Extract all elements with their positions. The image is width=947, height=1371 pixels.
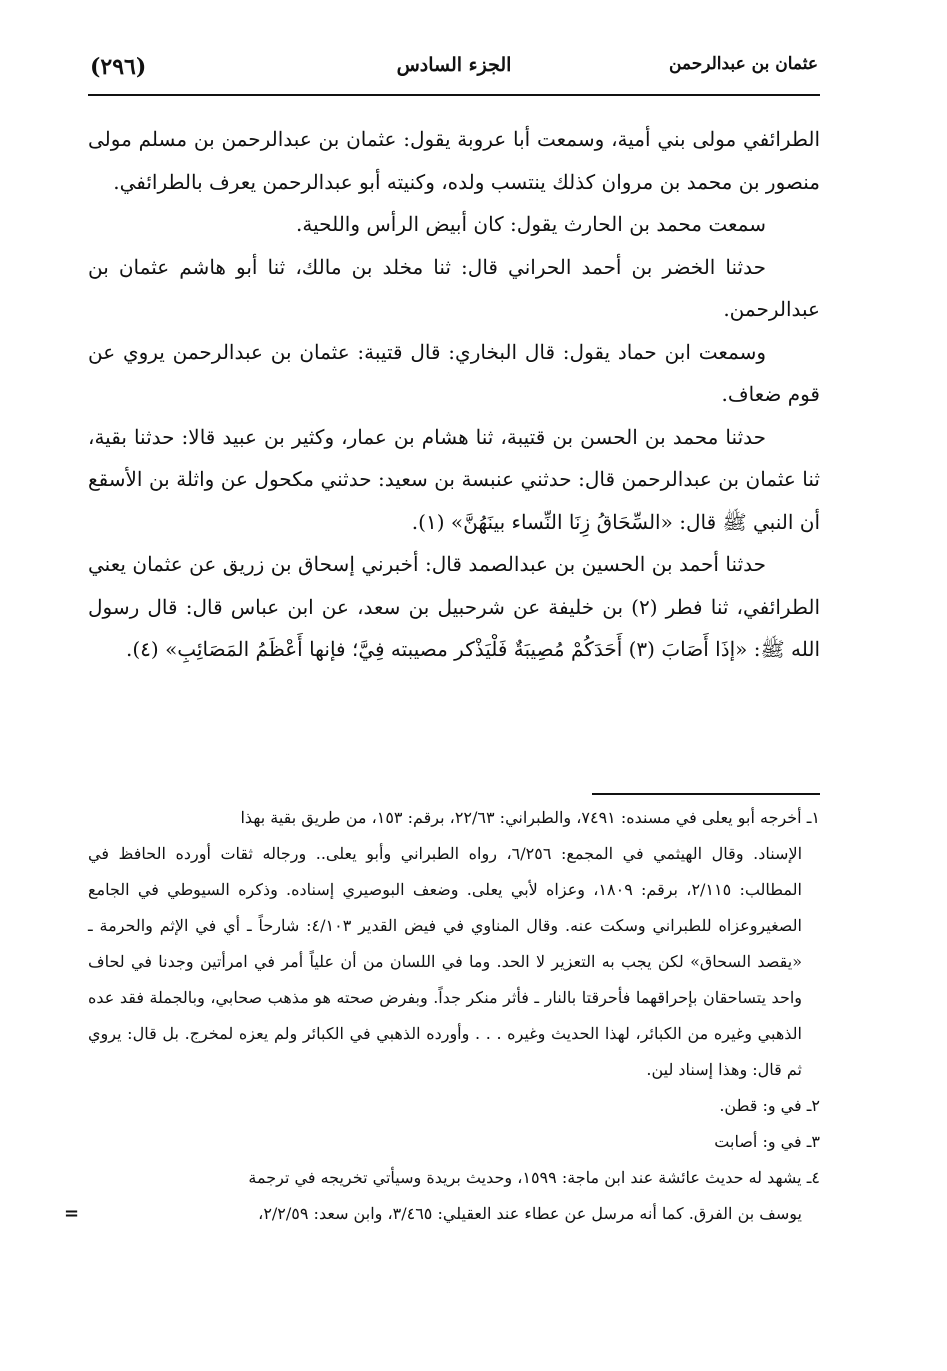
page-header	[88, 44, 820, 96]
paragraph: وسمعت ابن حماد يقول: قال البخاري: قال قتيبة: عثمان بن عبدالرحمن يروي عن قوم ضعاف.	[88, 339, 820, 406]
paragraph: سمعت محمد بن الحارث يقول: كان أبيض الرأس واللحية.	[296, 212, 766, 236]
footnote-4-second-line	[64, 1196, 820, 1232]
footnote-1-first-line: ١ـ أخرجه أبو يعلى في مسنده: ٧٤٩١، والطبراني: ٢٢/٦٣، برقم: ١٥٣، من طريق بقية بهذا	[240, 808, 820, 827]
page-number: (٢٩٦)	[90, 54, 147, 80]
footnote-2: ٢ـ في و: قطن.	[719, 1096, 820, 1115]
paragraph: حدثنا أحمد بن الحسين بن عبدالصمد قال: أخبرني إسحاق بن زريق عن عثمان يعني الطرائفي، ثنا فطر (٢) بن خليفة عن شرحبيل بن سعد، عن ابن عباس قال: قال رسول الله ﷺ: «إذَا أَصَابَ (٣) أَحَدَكُمْ مُصِيبَةٌ فَلْيَذْكر مصيبته فِيَّ؛ فإنها أَعْظَمُ المَصَائِبِ» (٤).	[88, 552, 821, 661]
footnote-4-first-line: ٤ـ يشهد له حديث عائشة عند ابن ماجة: ١٥٩٩، وحديث بريدة وسيأتي تخريجه في ترجمة	[248, 1168, 820, 1187]
footnote-1-continuation: الإسناد. وقال الهيثمي في المجمع: ٦/٢٥٦، رواه الطبراني وأبو يعلى.. ورجاله ثقات أورده الحافظ في المطالب: ٢/١١٥، برقم: ١٨٠٩، وعزاه لأبي يعلى. وضعف البوصيري إسناده. وذكره السيوطي في الجامع الصغيروعزاه للطبراني وسكت عنه. وقال المناوي في فيض القدير ٤/١٠٣: شارحاً ـ أي في الإثم والحرمة ـ «يقصد السحاق» لكن يجب به التعزير لا الحد. وما في اللسان من أن علياً أمر في امرأتين وجدنا في لحاف واحد يتساحقان بإحراقهما فأحرقتا بالنار ـ فأثر منكر جداً. وبفرض صحته هو مذهب صحابي، وبالجملة فقد عده الذهبي وغيره من الكبائر، لهذا الحديث وغيره . . . وأورده الذهبي في الكبائر ولم يعزه لمخرج. بل قال: يروي ثم قال: وهذا إسناد لين.	[88, 844, 803, 1079]
footnotes	[64, 800, 820, 1232]
paragraph: حدثنا محمد بن الحسن بن قتيبة، ثنا هشام بن عمار، وكثير بن عبيد قالا: حدثنا بقية، ثنا عثمان بن عبدالرحمن قال: حدثني عنبسة بن سعيد: حدثني مكحول عن واثلة بن الأسقع أن النبي ﷺ قال: «السِّحَاقُ زِنَا النِّساء بينَهُنَّ» (١).	[88, 424, 820, 534]
footnote-4-text: يوسف بن الفرق. كما أنه مرسل عن عطاء عند العقيلي: ٣/٤٦٥، وابن سعد: ٢/٢/٥٩،	[258, 1204, 802, 1223]
footnote-separator	[592, 793, 820, 795]
footnote-3: ٣ـ في و: أصابت	[714, 1132, 820, 1151]
paragraph: حدثنا الخضر بن أحمد الحراني قال: ثنا مخلد بن مالك، ثنا أبو هاشم عثمان بن عبدالرحمن.	[88, 254, 820, 321]
paragraph: الطرائفي مولى بني أمية، وسمعت أبا عروبة يقول: عثمان بن عبدالرحمن بن مسلم مولى منصور بن محمد بن مروان كذلك ينتسب ولده، وكنيته أبو عبدالرحمن يعرف بالطرائفي.	[88, 127, 820, 194]
main-text	[88, 118, 820, 671]
entry-name-header: عثمان بن عبدالرحمن	[668, 54, 818, 74]
continuation-mark: =	[64, 1203, 80, 1224]
running-title: الجزء السادس	[396, 54, 512, 76]
